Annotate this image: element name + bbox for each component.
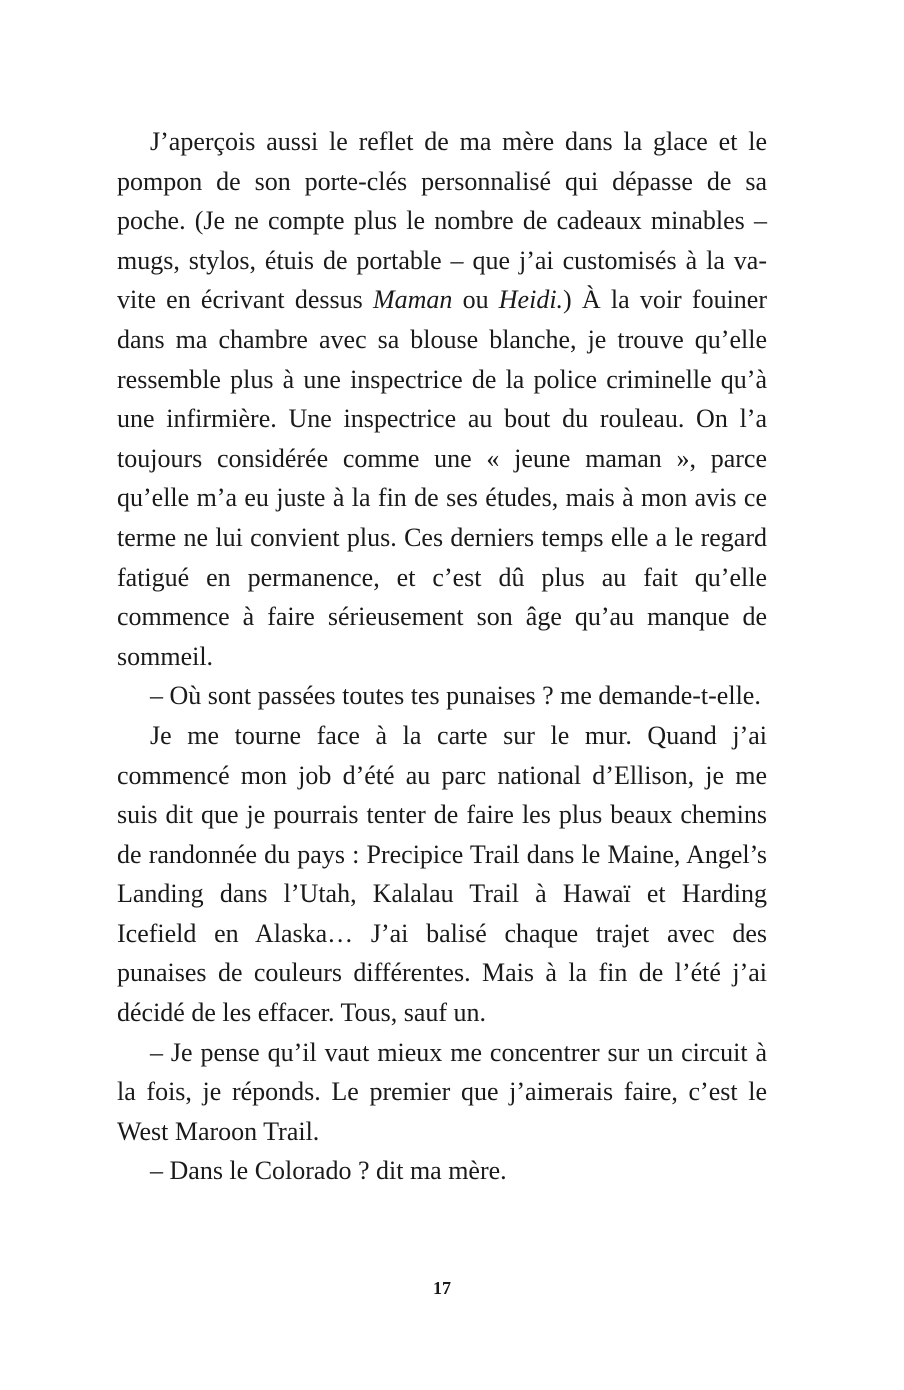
text-run: – Où sont passées toutes tes punaises ? me demande-t-elle. (150, 681, 761, 711)
text-run: ou (452, 285, 499, 315)
text-run: Je me tourne face à la carte sur le mur. Quand j’ai commencé mon job d’été au parc national d’Ellison, je me suis dit que je pourrais tenter de faire les plus beaux chemins de randonnée du pays : Precipice Trail dans le Maine, Angel’s Landing dans l’Utah, Kalalau Trail à Hawaï et Harding Icefield en Alaska… J’ai balisé chaque trajet avec des punaises de couleurs différentes. Mais à la fin de l’été j’ai décidé de les effacer. Tous, sauf un. (117, 720, 767, 1028)
paragraph (117, 122, 767, 676)
paragraph (117, 676, 767, 716)
paragraph (117, 1151, 767, 1191)
page-number: 17 (433, 1278, 451, 1298)
text-run: J’aperçois aussi le reflet de ma mère dans la glace et le pompon de son porte-clés personnalisé qui dépasse de sa poche. (Je ne compte plus le nombre de cadeaux minables – mugs, stylos, étuis de portable – que j’ai customisés à la va-vite en écrivant dessus (117, 127, 767, 315)
text-run: ) À la voir fouiner dans ma chambre avec sa blouse blanche, je trouve qu’elle ressemble plus à une inspectrice de la police criminelle qu’à une infirmière. Une inspectrice au bout du rouleau. On l’a toujours considérée comme une « jeune maman », parce qu’elle m’a eu juste à la fin de ses études, mais à mon avis ce terme ne lui convient plus. Ces derniers temps elle a le regard fatigué en permanence, et c’est dû plus au fait qu’elle commence à faire sérieusement son âge qu’au manque de sommeil. (117, 285, 767, 671)
italic-text: Heidi. (498, 285, 564, 315)
text-run: – Je pense qu’il vaut mieux me concentrer sur un circuit à la fois, je réponds. Le premier que j’aimerais faire, c’est le West Maroon Trail. (117, 1037, 767, 1146)
italic-text: Maman (372, 285, 453, 315)
text-run: – Dans le Colorado ? dit ma mère. (150, 1156, 507, 1186)
paragraph (117, 716, 767, 1033)
body-text (117, 122, 767, 1191)
paragraph (117, 1033, 767, 1152)
